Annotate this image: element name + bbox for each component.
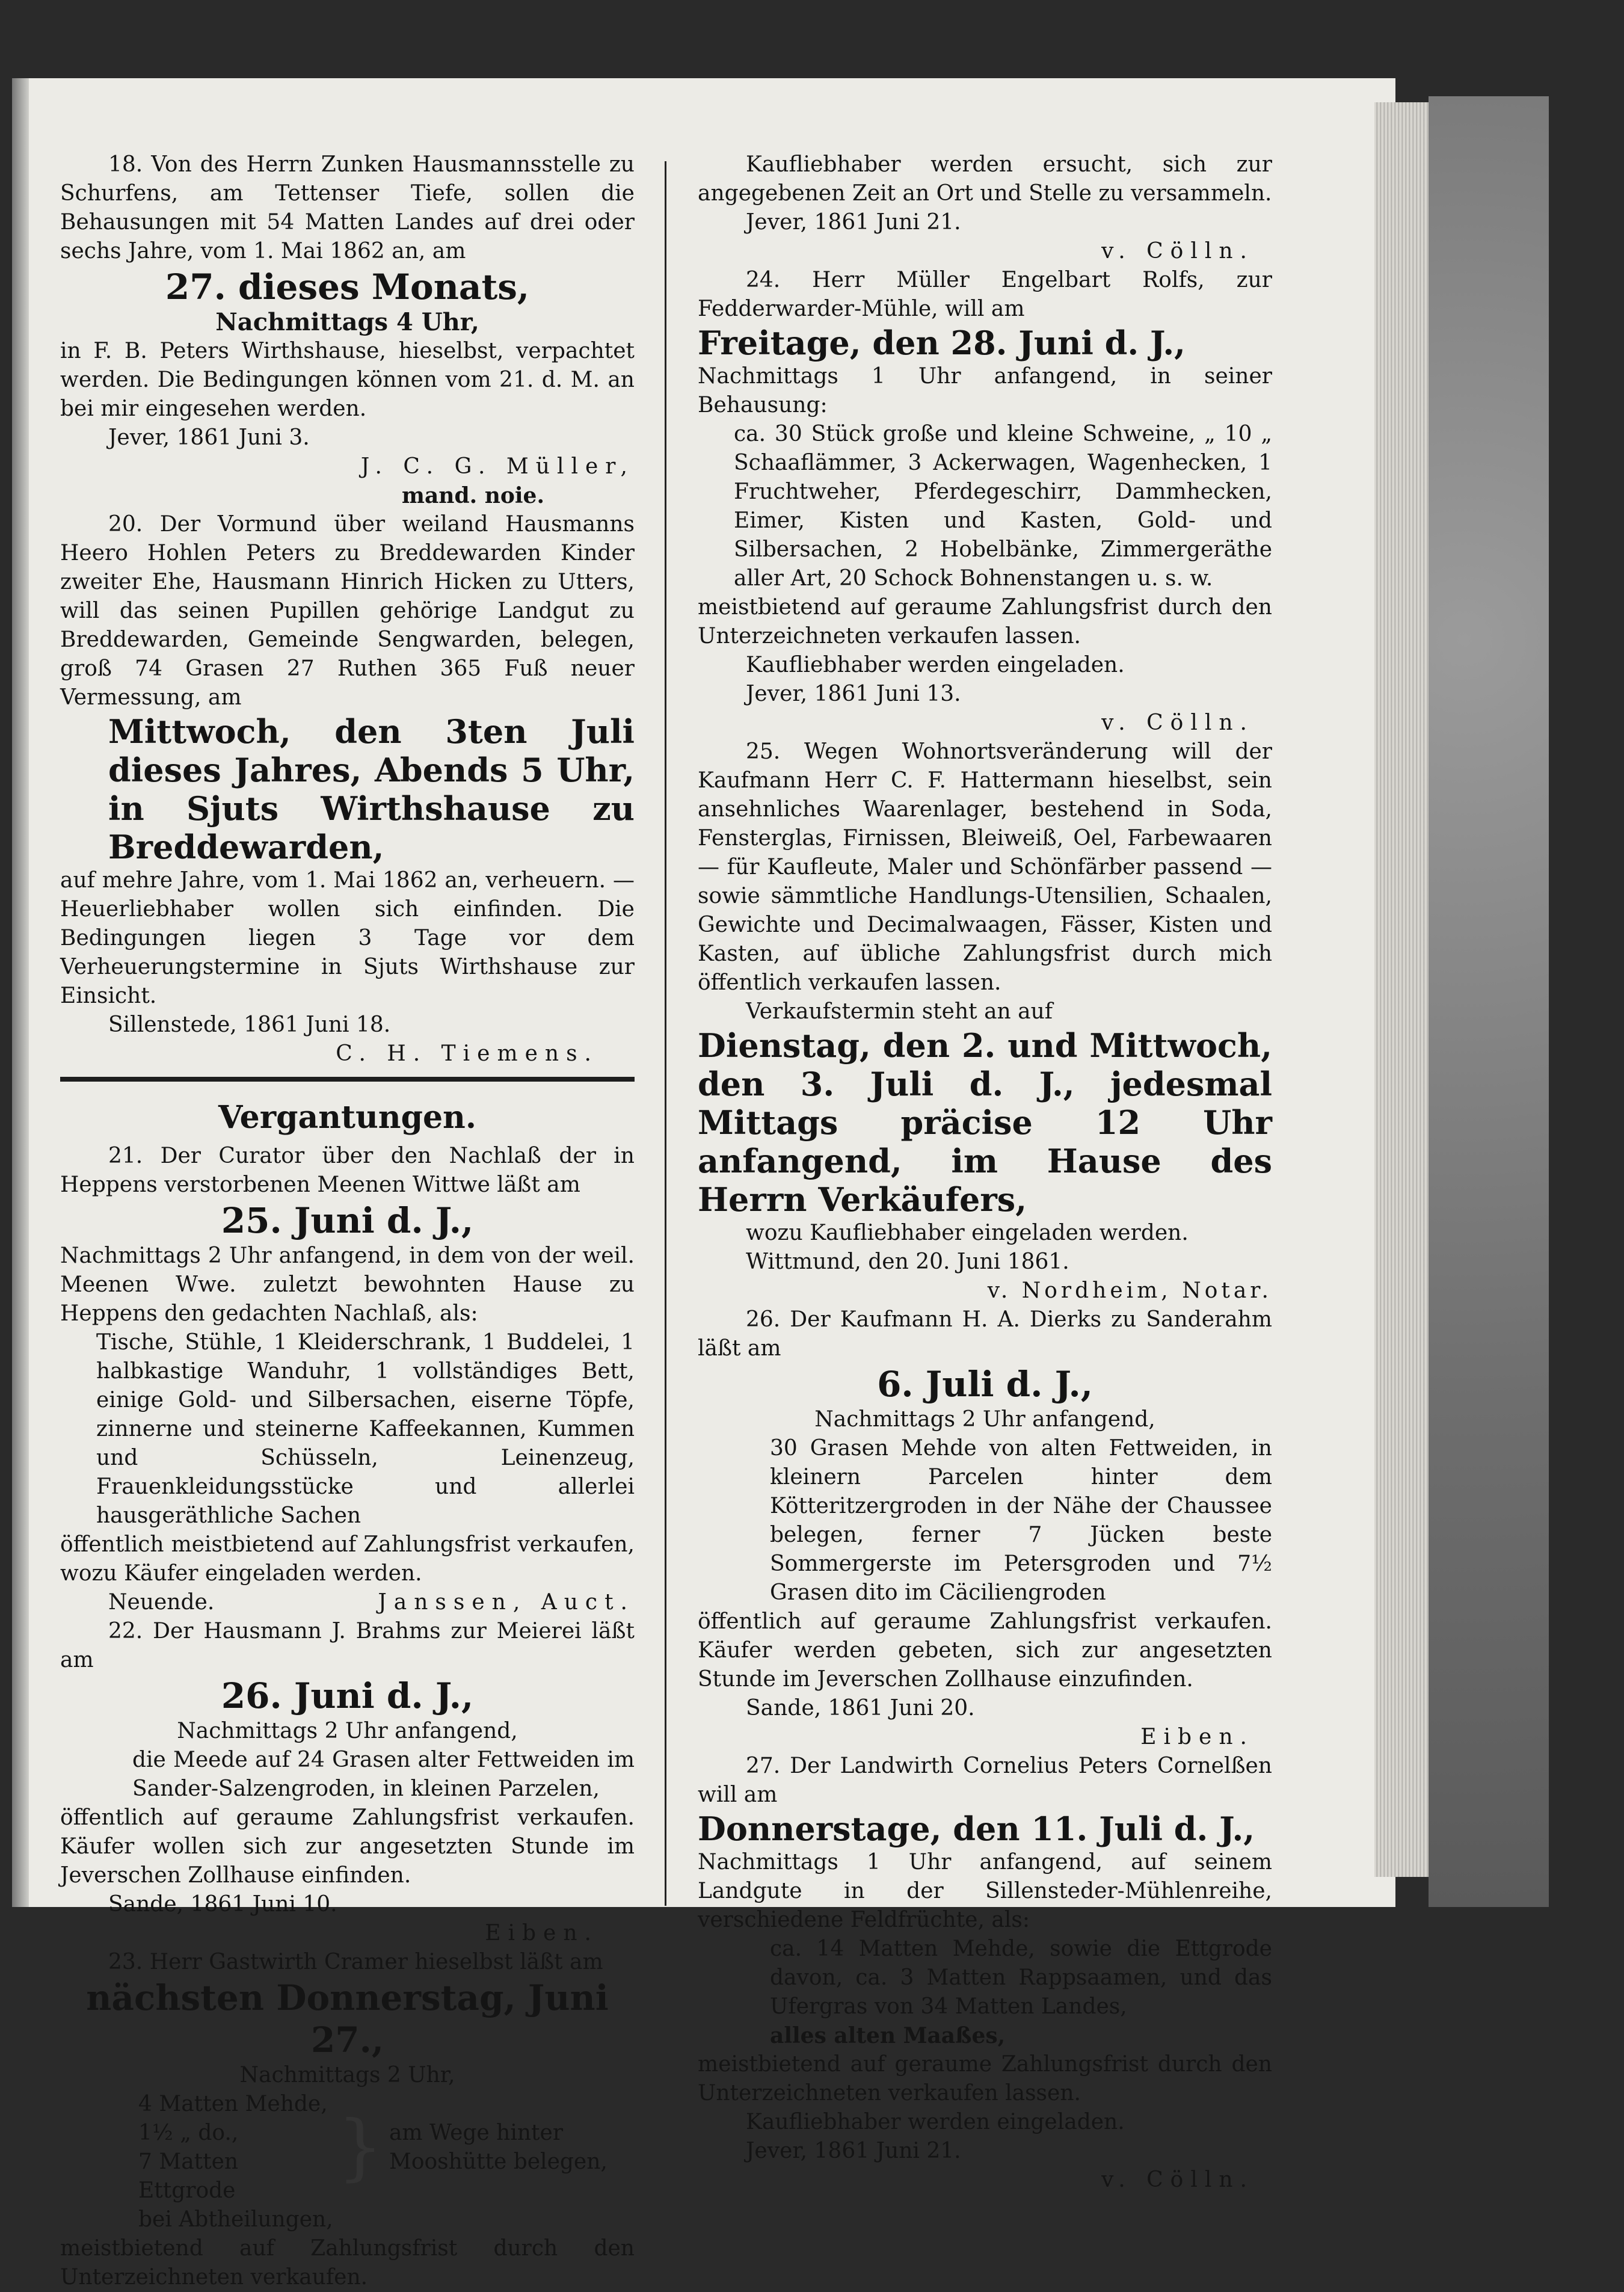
notice-24-signature: v. Cölln. <box>1101 710 1254 735</box>
notice-25-text: 25. Wegen Wohnortsveränderung will der Kaufmann Herr C. F. Hattermann hieselbst, sein ansehnliches Waarenlager, bestehend in Soda, Fensterglas, Firnissen, Bleiweiß, Oel, Farbewaaren — für Kaufleute, Maler und Schönfärber passend — sowie sämmtliche Handlungs-Utensilien, Schaalen, Gewichte und Decimalwaagen, Fässer, Kisten und Kasten, auf übliche Zahlungsfrist durch mich öffentlich verkaufen lassen. <box>698 739 1272 995</box>
notice-23-location: am Wege hinter Mooshütte belegen, <box>389 2121 607 2174</box>
notice-27-place: Jever, 1861 Juni 21. <box>746 2139 961 2163</box>
notice-24-body: Nachmittags 1 Uhr anfangend, in seiner Behausung: <box>698 364 1272 417</box>
notice-23-time: Nachmittags 2 Uhr, <box>239 2063 455 2087</box>
notice-22-date: 26. Juni d. J., <box>221 1675 474 1716</box>
notice-24-text: 24. Herr Müller Engelbart Rolfs, zur Fedderwarder-Mühle, will am <box>698 268 1272 321</box>
notice-22-time: Nachmittags 2 Uhr anfangend, <box>177 1719 518 1743</box>
notice-21-text: 21. Der Curator über den Nachlaß der in Heppens verstorbenen Meenen Wittwe läßt am <box>60 1144 635 1197</box>
notice-cont-text: Kaufliebhaber werden ersucht, sich zur angegebenen Zeit an Ort und Stelle zu versammeln. <box>698 152 1272 206</box>
notice-25-invite: wozu Kaufliebhaber eingeladen werden. <box>746 1221 1189 1245</box>
notice-22-items: die Meede auf 24 Grasen alter Fettweiden im Sander-Salzengroden, in kleinen Parzelen, <box>132 1748 635 1801</box>
section-rule <box>60 1077 635 1082</box>
notice-18-text: 18. Von des Herrn Zunken Hausmannsstelle zu Schurfens, am Tettenser Tiefe, sollen die Behausungen mit 54 Matten Landes auf drei oder sechs Jahre, vom 1. Mai 1862 an, am <box>60 152 635 263</box>
notice-26-body: öffentlich auf geraume Zahlungsfrist verkaufen. Käufer werden gebeten, sich zur angesetzten Stunde im Jeverschen Zollhause einzufinden. <box>698 1609 1272 1692</box>
notice-18-place: Jever, 1861 Juni 3. <box>108 425 310 450</box>
notice-21-date: 25. Juni d. J., <box>221 1200 474 1241</box>
book-cover <box>1429 96 1549 1907</box>
notice-20-signature: C. H. Tiemens. <box>336 1041 598 1066</box>
brace-glyph: } <box>337 2106 383 2189</box>
notice-26-items: 30 Grasen Mehde von alten Fettweiden, in kleinern Parcelen hinter dem Kötteritzergroden in der Nähe der Chaussee belegen, ferner 7 Jücken beste Sommergerste im Petersgroden und 7½ Grasen dito im Cäciliengroden <box>770 1436 1272 1605</box>
notice-18-time: Nachmittags 4 Uhr, <box>215 308 479 336</box>
notice-21-items: Tische, Stühle, 1 Kleiderschrank, 1 Buddelei, 1 halbkastige Wanduhr, 1 vollständiges Bett, einige Gold- und Silbersachen, eiserne Töpfe, zinnerne und steinerne Kaffeekannen, Kummen und Schüsseln, Leinenzeug, Frauenkleidungsstücke und allerlei hausgeräthliche Sachen <box>96 1330 635 1528</box>
notice-21-signature: Janssen, Auct. <box>378 1590 635 1615</box>
notice-27-body2: meistbietend auf geraume Zahlungsfrist durch den Unterzeichneten verkaufen lassen. <box>698 2052 1272 2106</box>
notice-27-items: ca. 14 Matten Mehde, sowie die Ettgrode davon, ca. 3 Matten Rappsaamen, und das Ufergras von 34 Matten Landes, <box>770 1936 1272 2019</box>
notice-27-invite: Kaufliebhaber werden eingeladen. <box>746 2110 1125 2134</box>
notice-26-time: Nachmittags 2 Uhr anfangend, <box>814 1407 1155 1432</box>
section-heading: Vergantungen. <box>218 1099 476 1136</box>
notice-23-item: 7 Matten Ettgrode <box>138 2149 239 2203</box>
notice-22-place: Sande, 1861 Juni 10. <box>108 1892 337 1917</box>
notice-23-text: 23. Herr Gastwirth Cramer hieselbst läßt am <box>108 1950 603 1974</box>
left-column <box>60 150 635 2290</box>
notice-24-items: ca. 30 Stück große und kleine Schweine, „ 10 „ Schaaflämmer, 3 Ackerwagen, Wagenhecken, 1 Fruchtweher, Pferdegeschirr, Dammhecken, Eimer, Kisten und Kasten, Gold- und Silbersachen, 2 Hobelbänke, Zimmergeräthe aller Art, 20 Schock Bohnenstangen u. s. w. <box>734 422 1272 591</box>
notice-27-body: Nachmittags 1 Uhr anfangend, auf seinem Landgute in der Sillensteder-Mühlenreihe, verschiedene Feldfrüchte, als: <box>698 1850 1272 1932</box>
notice-cont-place: Jever, 1861 Juni 21. <box>746 210 961 235</box>
notice-18-signature: J. C. G. Müller, <box>360 454 635 479</box>
notice-21-body: Nachmittags 2 Uhr anfangend, in dem von der weil. Meenen Wwe. zuletzt bewohnten Hause zu Heppens den gedachten Nachlaß, als: <box>60 1243 635 1326</box>
notice-20-text: 20. Der Vormund über weiland Hausmanns Heero Hohlen Peters zu Breddewarden Kinder zweiter Ehe, Hausmann Hinrich Hicken zu Utters, will das seinen Pupillen gehörige Landgut zu Breddewarden, Gemeinde Sengwarden, belegen, groß 74 Grasen 27 Ruthen 365 Fuß neuer Vermessung, am <box>60 512 635 710</box>
notice-23-date: nächsten Donnerstag, Juni 27., <box>86 1977 609 2060</box>
notice-27-signature: v. Cölln. <box>1101 2167 1254 2192</box>
notice-20-date: Mittwoch, den 3ten Juli dieses Jahres, Abends 5 Uhr, in Sjuts Wirthshause zu Breddewarden, <box>108 712 635 866</box>
notice-21-place: Neuende. <box>108 1590 215 1615</box>
notice-26-text: 26. Der Kaufmann H. A. Dierks zu Sanderahm läßt am <box>698 1307 1272 1361</box>
notice-23-items <box>60 2090 635 2205</box>
notice-26-place: Sande, 1861 Juni 20. <box>746 1696 975 1721</box>
notice-25-signature: v. Nordheim, Notar. <box>987 1278 1272 1303</box>
notice-23-item: 1½ „ do., <box>138 2121 239 2145</box>
notice-18-body: in F. B. Peters Wirthshause, hieselbst, verpachtet werden. Die Bedingungen können vom 21. d. M. an bei mir eingesehen werden. <box>60 339 635 421</box>
notice-24-body2: meistbietend auf geraume Zahlungsfrist durch den Unterzeichneten verkaufen lassen. <box>698 595 1272 648</box>
notice-27-text: 27. Der Landwirth Cornelius Peters Cornelßen will am <box>698 1754 1272 1807</box>
notice-25-place: Wittmund, den 20. Juni 1861. <box>746 1249 1069 1274</box>
page-edges <box>1374 102 1429 1877</box>
notice-22-text: 22. Der Hausmann J. Brahms zur Meierei läßt am <box>60 1619 635 1672</box>
book-gutter <box>12 78 29 1907</box>
notice-cont-signature: v. Cölln. <box>1101 239 1254 263</box>
notice-18-date: 27. dieses Monats, <box>165 266 530 307</box>
notice-23-body: meistbietend auf Zahlungsfrist durch den Unterzeichneten verkaufen. <box>60 2236 635 2290</box>
notice-26-signature: Eiben. <box>1140 1725 1254 1749</box>
notice-25-term: Verkaufstermin steht an auf <box>746 999 1053 1024</box>
column-divider <box>665 161 666 1906</box>
notice-24-date: Freitage, den 28. Juni d. J., <box>698 324 1186 362</box>
notice-23-item: 4 Matten Mehde, <box>138 2092 328 2116</box>
notice-21-body2: öffentlich meistbietend auf Zahlungsfrist verkaufen, wozu Käufer eingeladen werden. <box>60 1532 635 1586</box>
notice-20-place: Sillenstede, 1861 Juni 18. <box>108 1012 391 1037</box>
notice-24-place: Jever, 1861 Juni 13. <box>746 682 961 706</box>
right-column <box>698 150 1272 2192</box>
notice-22-body: öffentlich auf geraume Zahlungsfrist verkaufen. Käufer wollen sich zur angesetzten Stunde im Jeverschen Zollhause einfinden. <box>60 1805 635 1888</box>
notice-24-invite: Kaufliebhaber werden eingeladen. <box>746 653 1125 677</box>
notice-27-items-note: alles alten Maaßes, <box>770 2023 1006 2048</box>
notice-20-body: auf mehre Jahre, vom 1. Mai 1862 an, verheuern. — Heuerliebhaber wollen sich einfinden. Die Bedingungen liegen 3 Tage vor dem Verheuerungstermine in Sjuts Wirthshause zur Einsicht. <box>60 868 635 1008</box>
notice-25-date: Dienstag, den 2. und Mittwoch, den 3. Juli d. J., jedesmal Mittags präcise 12 Uhr anfangend, im Hause des Herrn Verkäufers, <box>698 1026 1272 1219</box>
notice-23-item: bei Abtheilungen, <box>138 2207 333 2232</box>
notice-27-date: Donnerstage, den 11. Juli d. J., <box>698 1810 1255 1848</box>
notice-22-signature: Eiben. <box>485 1921 598 1945</box>
notice-26-date: 6. Juli d. J., <box>877 1364 1093 1405</box>
notice-18-signature-note: mand. noie. <box>401 483 544 508</box>
